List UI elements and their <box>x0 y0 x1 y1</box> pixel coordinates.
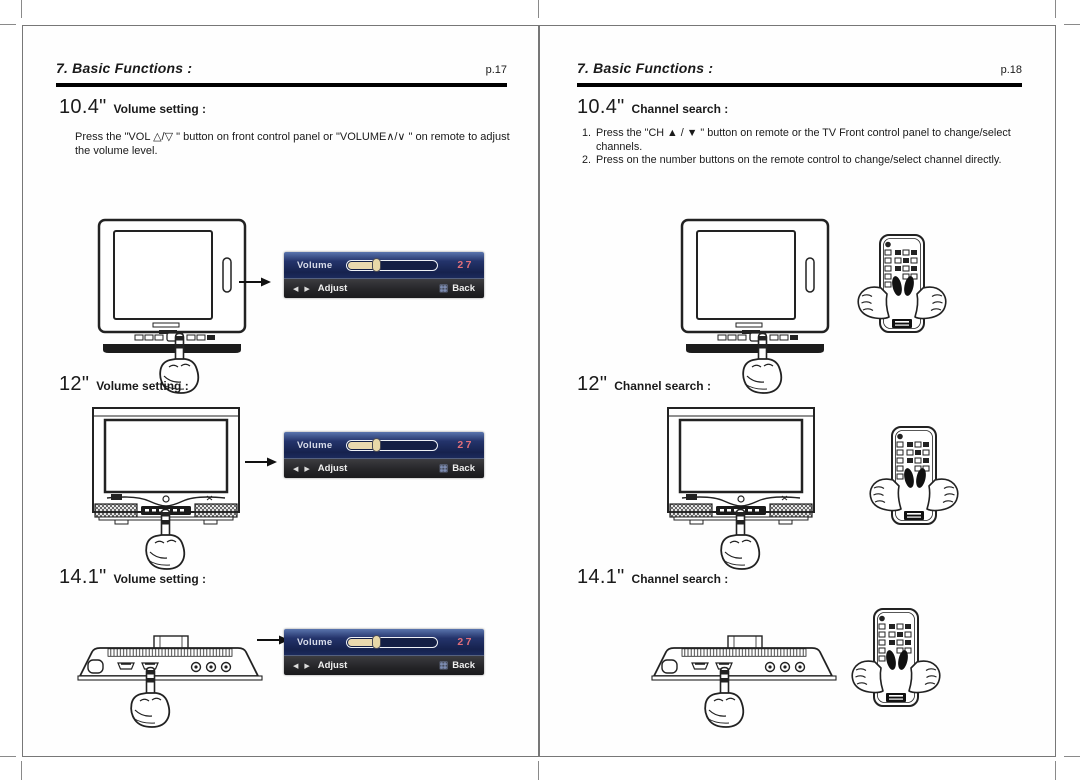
step-item <box>582 154 1044 168</box>
page-header <box>577 60 1022 76</box>
section-size: 10.4" <box>59 96 107 118</box>
osd-adjust-label: Adjust <box>317 660 348 671</box>
volume-osd <box>284 252 484 298</box>
volume-slider <box>346 637 438 648</box>
section-label: Channel search : <box>631 102 729 116</box>
volume-slider <box>346 260 438 271</box>
volume-slider <box>346 440 438 451</box>
step-number: 1. <box>582 127 592 139</box>
page-header-title: 7. Basic Functions : <box>577 60 714 76</box>
osd-volume-value: 27 <box>457 439 474 451</box>
tv-14-1-illustration <box>71 618 271 738</box>
crop-mark <box>21 761 22 780</box>
page-17 <box>22 25 539 757</box>
step-text: Press the "CH ▲ / ▼ " button on remote or the TV Front control panel to change/select channels. <box>596 127 1011 153</box>
osd-volume-label: Volume <box>297 439 333 451</box>
osd-bottom-bar <box>284 655 484 675</box>
osd-bottom-bar <box>284 278 484 298</box>
section-size: 12" <box>577 373 608 395</box>
osd-back-label: Back <box>452 463 475 474</box>
remote-control-icon <box>848 606 944 710</box>
osd-adjust-label: Adjust <box>317 283 348 294</box>
adjust-arrows-icon: ◀ ▶ <box>293 662 312 670</box>
tv-14-1-illustration <box>645 618 845 738</box>
arrow-icon <box>238 276 272 288</box>
page-header-title: 7. Basic Functions : <box>56 60 193 76</box>
section-heading-12-volume <box>59 373 189 396</box>
osd-back-label: Back <box>452 283 475 294</box>
section-size: 14.1" <box>59 566 107 588</box>
crop-mark <box>0 24 16 25</box>
slider-knob <box>372 258 381 272</box>
crop-mark <box>1055 761 1056 780</box>
osd-back-label: Back <box>452 660 475 671</box>
back-grid-icon: ▦ <box>438 462 449 474</box>
section-label: Volume setting : <box>113 572 206 586</box>
crop-mark <box>538 761 539 780</box>
slider-knob <box>372 635 381 649</box>
section-size: 14.1" <box>577 566 625 588</box>
crop-mark <box>538 0 539 18</box>
tv-12-illustration <box>81 404 256 579</box>
section-size: 10.4" <box>577 96 625 118</box>
section-size: 12" <box>59 373 90 395</box>
pointing-hand-icon <box>743 334 781 394</box>
section-heading-14-1-volume <box>59 566 206 589</box>
step-item <box>582 127 1044 154</box>
section-heading-10-4-channel <box>577 96 728 119</box>
step-text: Press on the number buttons on the remote control to change/select channel directly. <box>596 154 1002 166</box>
arrow-icon <box>244 456 278 468</box>
osd-bottom-bar <box>284 458 484 478</box>
remote-control-icon <box>854 232 950 336</box>
back-grid-icon: ▦ <box>438 659 449 671</box>
osd-volume-label: Volume <box>297 636 333 648</box>
osd-volume-label: Volume <box>297 259 333 271</box>
section-heading-10-4-volume <box>59 96 206 119</box>
back-grid-icon: ▦ <box>438 282 449 294</box>
volume-osd <box>284 629 484 675</box>
adjust-arrows-icon: ◀ ▶ <box>293 465 312 473</box>
slider-knob <box>372 438 381 452</box>
instruction-steps <box>582 127 1044 168</box>
crop-mark <box>1064 756 1080 757</box>
section-label: Channel search : <box>614 379 711 393</box>
header-rule <box>56 83 507 87</box>
osd-top-bar <box>284 629 484 655</box>
remote-control-icon <box>866 424 962 528</box>
page-number: p.17 <box>485 64 507 76</box>
section-label: Channel search : <box>631 572 729 586</box>
volume-osd <box>284 432 484 478</box>
osd-adjust-label: Adjust <box>317 463 348 474</box>
header-rule <box>577 83 1022 87</box>
page-header <box>56 60 507 76</box>
step-number: 2. <box>582 154 592 166</box>
tv-12-illustration <box>656 404 831 579</box>
osd-volume-value: 27 <box>457 259 474 271</box>
crop-mark <box>1055 0 1056 18</box>
section-body-text: Press the "VOL △/▽ " button on front control panel or "VOLUME∧/∨ " on remote to adjust the volume level. <box>75 131 510 157</box>
crop-mark <box>0 756 16 757</box>
section-label: Volume setting : <box>96 379 189 393</box>
crop-mark <box>1064 24 1080 25</box>
section-label: Volume setting : <box>113 102 206 116</box>
adjust-arrows-icon: ◀ ▶ <box>293 285 312 293</box>
section-heading-14-1-channel <box>577 566 728 589</box>
osd-top-bar <box>284 252 484 278</box>
page-number: p.18 <box>1000 64 1022 76</box>
page-18 <box>539 25 1056 757</box>
section-heading-12-channel <box>577 373 711 396</box>
crop-mark <box>21 0 22 18</box>
osd-top-bar <box>284 432 484 458</box>
osd-volume-value: 27 <box>457 636 474 648</box>
